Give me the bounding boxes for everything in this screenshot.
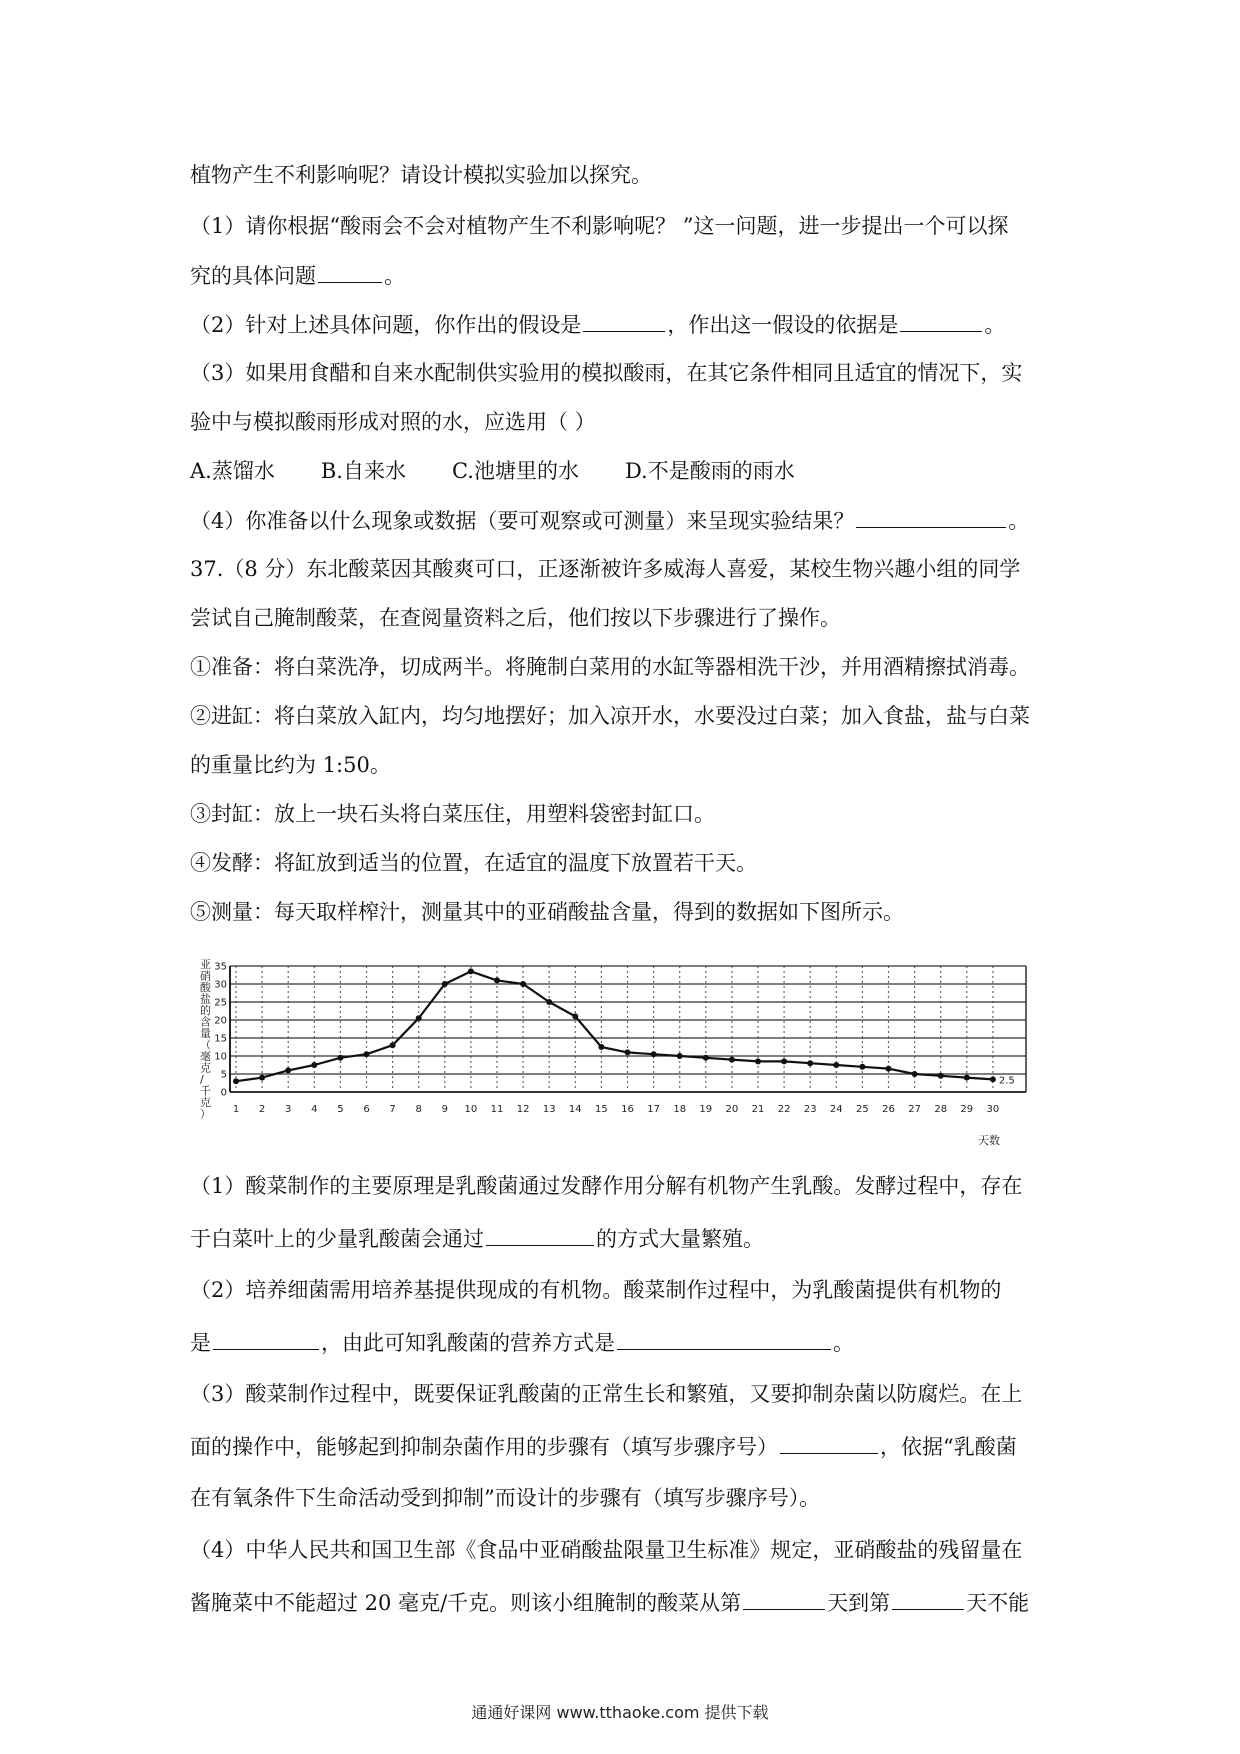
- step-1: ①准备：将白菜洗净，切成两半。将腌制白菜用的水缸等器相洗干沙，并用酒精擦拭消毒。: [190, 655, 1030, 679]
- data-point: [442, 981, 448, 987]
- answer-blank: [743, 1587, 825, 1610]
- y-tick-label: 15: [214, 1033, 227, 1045]
- x-tick-label: 16: [621, 1104, 634, 1115]
- y-axis-label-char: 千: [200, 1084, 211, 1098]
- data-point: [311, 1062, 317, 1068]
- options-line: [190, 456, 841, 486]
- y-axis-label-char: 的: [200, 1004, 211, 1017]
- step-4: ④发酵：将缸放到适当的位置，在适宜的温度下放置若干天。: [190, 851, 757, 875]
- sub-question-3-line-c: 在有氧条件下生命活动受到抑制”而设计的步骤有（填写步骤序号）。: [190, 1486, 821, 1510]
- x-tick-label: 13: [542, 1104, 556, 1115]
- y-axis-label-char: 酸: [200, 981, 211, 994]
- data-point: [755, 1058, 761, 1064]
- sub-question-3-line-a: （3）酸菜制作过程中，既要保证乳酸菌的正常生长和繁殖，又要抑制杂菌以防腐烂。在上: [190, 1382, 1023, 1406]
- option-d: D.不是酸雨的雨水: [624, 459, 795, 483]
- option-a: A.蒸馏水: [190, 459, 275, 483]
- question-1-line-b: 究的具体问题 。: [190, 260, 405, 291]
- x-tick-label: 15: [595, 1104, 608, 1115]
- data-point: [990, 1076, 996, 1082]
- x-tick-label: 26: [882, 1104, 895, 1115]
- data-point: [337, 1055, 343, 1061]
- data-point: [807, 1060, 813, 1066]
- y-axis-label-char: （: [200, 1038, 211, 1052]
- sub-question-4-line-a: （4）中华人民共和国卫生部《食品中亚硝酸盐限量卫生标准》规定，亚硝酸盐的残留量在: [190, 1538, 1023, 1562]
- data-point: [390, 1042, 396, 1048]
- x-tick-label: 28: [934, 1104, 948, 1115]
- option-b: B.自来水: [320, 459, 406, 483]
- x-axis-label: 天数: [978, 1134, 1000, 1147]
- data-line: [236, 971, 993, 1081]
- x-tick-label: 17: [647, 1104, 660, 1115]
- option-c: C.池塘里的水: [451, 459, 579, 483]
- x-tick-label: 6: [363, 1104, 370, 1115]
- problem-37-line-a: 37.（8 分）东北酸菜因其酸爽可口，正逐渐被许多威海人喜爱，某校生物兴趣小组的同学: [190, 557, 1021, 581]
- sub-question-1-line-b: 于白菜叶上的少量乳酸菌会通过 的方式大量繁殖。: [190, 1223, 764, 1254]
- data-point: [625, 1049, 631, 1055]
- x-tick-label: 20: [725, 1104, 739, 1115]
- data-point: [233, 1078, 239, 1084]
- y-axis-label-char: 克: [200, 1061, 211, 1075]
- y-axis-label-char: /: [200, 1073, 204, 1086]
- y-axis-label-char: 亚: [200, 958, 211, 971]
- x-tick-label: 1: [232, 1104, 240, 1115]
- question-3-line-b: 验中与模拟酸雨形成对照的水，应选用（ ）: [190, 410, 596, 434]
- y-axis-label-char: ）: [200, 1107, 211, 1121]
- step-5: ⑤测量：每天取样榨汁，测量其中的亚硝酸盐含量，得到的数据如下图所示。: [190, 900, 904, 924]
- x-tick-label: 3: [285, 1104, 292, 1115]
- y-tick-label: 25: [214, 997, 227, 1009]
- x-tick-label: 12: [516, 1104, 530, 1115]
- nitrite-line-chart: [188, 958, 1058, 1160]
- data-point: [364, 1051, 370, 1057]
- x-tick-label: 14: [568, 1104, 582, 1115]
- x-tick-label: 18: [673, 1104, 687, 1115]
- data-point: [494, 977, 500, 983]
- end-value-label: 2.5: [998, 1075, 1015, 1087]
- answer-blank: [900, 309, 982, 332]
- y-axis-label-char: 硝: [200, 969, 211, 983]
- answer-blank: [583, 309, 665, 332]
- sub-question-1-line-a: （1）酸菜制作的主要原理是乳酸菌通过发酵作用分解有机物产生乳酸。发酵过程中，存在: [190, 1174, 1023, 1198]
- data-point: [781, 1058, 787, 1064]
- y-tick-label: 5: [220, 1069, 227, 1081]
- data-point: [859, 1064, 865, 1070]
- data-point: [285, 1067, 291, 1073]
- x-tick-label: 5: [337, 1104, 344, 1115]
- problem-37-line-b: 尝试自己腌制酸菜，在查阅量资料之后，他们按以下步骤进行了操作。: [190, 606, 841, 630]
- y-tick-label: 35: [214, 961, 227, 973]
- data-point: [703, 1055, 709, 1061]
- step-2-line-b: 的重量比约为 1:50。: [190, 753, 391, 777]
- data-point: [677, 1053, 683, 1059]
- question-3-line-a: （3）如果用食醋和自来水配制供实验用的模拟酸雨，在其它条件相同且适宜的情况下，实: [190, 361, 1023, 385]
- data-point: [468, 968, 474, 974]
- y-tick-label: 10: [214, 1051, 227, 1063]
- x-tick-label: 4: [311, 1104, 318, 1115]
- y-tick-label: 0: [220, 1087, 227, 1099]
- x-tick-label: 11: [490, 1104, 504, 1115]
- y-tick-label: 20: [214, 1015, 227, 1027]
- x-tick-label: 29: [960, 1104, 974, 1115]
- x-tick-label: 19: [699, 1104, 713, 1115]
- x-tick-label: 21: [751, 1104, 765, 1115]
- x-tick-label: 10: [464, 1104, 478, 1115]
- step-2-line-a: ②进缸：将白菜放入缸内，均匀地摆好；加入凉开水，水要没过白菜；加入食盐，盐与白菜: [190, 704, 1030, 728]
- answer-blank: [780, 1431, 878, 1454]
- data-point: [546, 999, 552, 1005]
- x-tick-label: 23: [803, 1104, 817, 1115]
- data-point: [912, 1071, 918, 1077]
- y-axis-label: [200, 958, 212, 1121]
- answer-blank: [856, 505, 1006, 528]
- data-point: [886, 1066, 892, 1072]
- sub-question-4-line-b: 酱腌菜中不能超过 20 毫克/千克。则该小组腌制的酸菜从第 天到第 天不能: [190, 1587, 1029, 1618]
- data-point: [598, 1044, 604, 1050]
- data-point: [833, 1062, 839, 1068]
- page-footer: 通通好课网 www.tthaoke.com 提供下载: [471, 1703, 769, 1722]
- x-tick-label: 7: [389, 1104, 396, 1115]
- y-axis-label-char: 含: [200, 1015, 211, 1029]
- y-axis-label-char: 克: [200, 1096, 211, 1109]
- answer-blank: [318, 260, 382, 283]
- sub-question-3-line-b: 面的操作中，能够起到抑制杂菌作用的步骤有（填写步骤序号） ，依据“乳酸菌: [190, 1431, 1017, 1462]
- x-tick-label: 2: [258, 1104, 266, 1115]
- data-point: [651, 1051, 657, 1057]
- data-point: [259, 1075, 265, 1081]
- x-tick-label: 25: [856, 1104, 869, 1115]
- data-point: [520, 981, 526, 987]
- y-tick-label: 30: [214, 979, 227, 991]
- y-axis-label-char: 量: [200, 1027, 211, 1040]
- sub-question-2-line-a: （2）培养细菌需用培养基提供现成的有机物。酸菜制作过程中，为乳酸菌提供有机物的: [190, 1278, 1002, 1302]
- data-point: [572, 1013, 578, 1019]
- x-tick-label: 30: [986, 1104, 1000, 1115]
- text-line: 植物产生不利影响呢？请设计模拟实验加以探究。: [190, 163, 652, 187]
- data-point: [938, 1073, 944, 1079]
- answer-blank: [213, 1327, 319, 1350]
- question-4-line: （4）你准备以什么现象或数据（要可观察或可测量）来呈现实验结果？ 。: [190, 505, 1029, 536]
- x-tick-label: 24: [829, 1104, 843, 1115]
- data-point: [416, 1015, 422, 1021]
- data-point: [729, 1057, 735, 1063]
- sub-question-2-line-b: 是 ，由此可知乳酸菌的营养方式是 。: [190, 1327, 854, 1358]
- question-1-line-a: （1）请你根据“酸雨会不会对植物产生不利影响呢？ ”这一问题，进一步提出一个可以探: [190, 214, 1009, 238]
- answer-blank: [617, 1327, 831, 1350]
- question-2-line: （2）针对上述具体问题，你作出的假设是 ，作出这一假设的依据是 。: [190, 309, 1005, 340]
- answer-blank: [892, 1587, 964, 1610]
- x-tick-label: 22: [777, 1104, 791, 1115]
- y-axis-label-char: 毫: [200, 1050, 211, 1063]
- y-axis-label-char: 盐: [200, 992, 211, 1006]
- step-3: ③封缸：放上一块石头将白菜压住，用塑料袋密封缸口。: [190, 802, 715, 826]
- x-tick-label: 8: [415, 1104, 422, 1115]
- x-tick-label: 9: [441, 1104, 448, 1115]
- x-tick-label: 27: [908, 1104, 921, 1115]
- data-point: [964, 1075, 970, 1081]
- answer-blank: [486, 1223, 594, 1246]
